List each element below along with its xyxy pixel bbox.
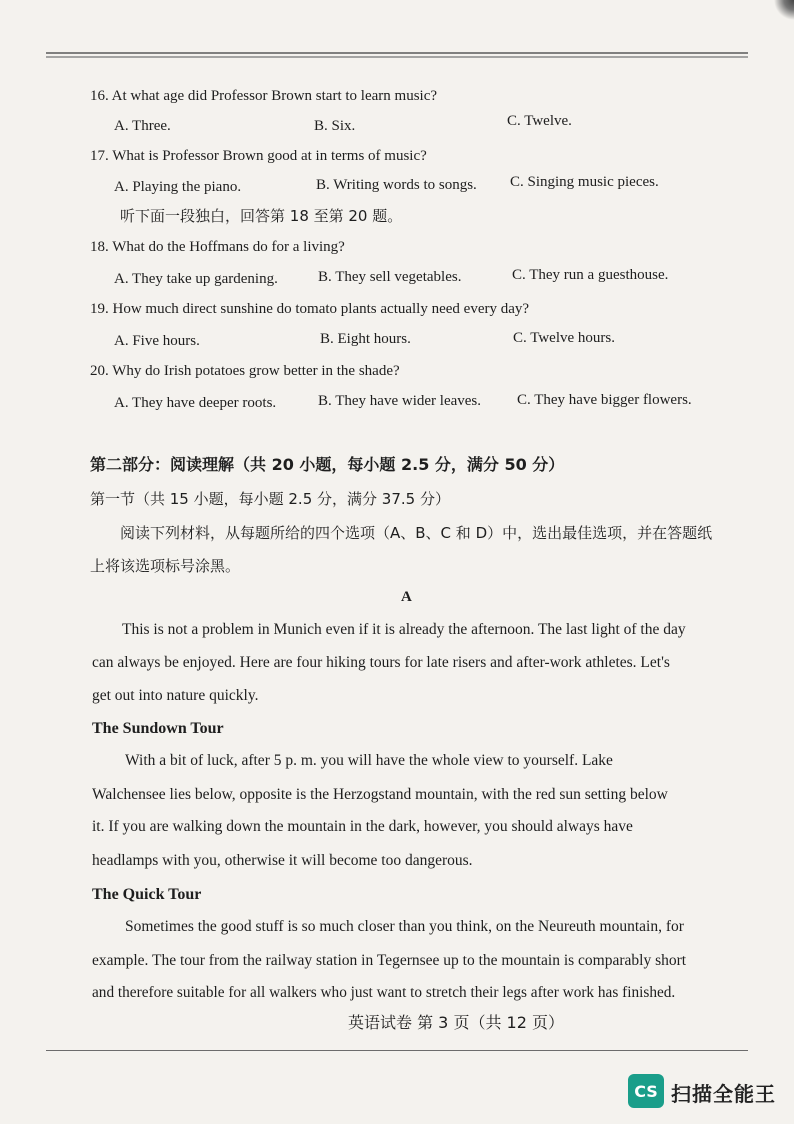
question-19-option-c: C. Twelve hours. — [513, 330, 615, 346]
section1-heading: 第一节（共 15 小题，每小题 2.5 分，满分 37.5 分） — [90, 490, 450, 508]
question-19-stem: 19. How much direct sunshine do tomato plants actually need every day? — [90, 301, 530, 317]
scan-corner-mark — [768, 0, 794, 26]
page-footer: 英语试卷 第 3 页（共 12 页） — [348, 1013, 564, 1032]
question-16-option-b: B. Six. — [314, 118, 356, 134]
question-19-option-a: A. Five hours. — [114, 333, 200, 349]
question-20-stem: 20. Why do Irish potatoes grow better in the shade? — [90, 363, 400, 379]
tour2-title: The Quick Tour — [92, 886, 202, 903]
question-18-option-b: B. They sell vegetables. — [318, 269, 462, 285]
listening-instruction: 听下面一段独白，回答第 18 至第 20 题。 — [120, 207, 403, 225]
camscanner-logo: CS — [628, 1074, 664, 1108]
question-19-option-b: B. Eight hours. — [320, 331, 411, 347]
question-17-option-c: C. Singing music pieces. — [510, 174, 659, 190]
passage-intro-line3: get out into nature quickly. — [92, 687, 259, 704]
tour2-line2: example. The tour from the railway station in Tegernsee up to the mountain is comparably short — [92, 952, 687, 969]
question-20-option-b: B. They have wider leaves. — [318, 393, 482, 409]
question-16-option-c: C. Twelve. — [507, 113, 572, 129]
passage-intro-line1: This is not a problem in Munich even if it is already the afternoon. The last light of the day — [122, 621, 686, 638]
passage-intro-line2: can always be enjoyed. Here are four hiking tours for late risers and after-work athletes. Let's — [92, 654, 670, 671]
tour1-title: The Sundown Tour — [92, 720, 224, 737]
question-17-option-a: A. Playing the piano. — [114, 179, 242, 195]
tour1-line4: headlamps with you, otherwise it will become too dangerous. — [92, 852, 473, 869]
reading-instruction-line1: 阅读下列材料，从每题所给的四个选项（A、B、C 和 D）中，选出最佳选项，并在答题纸 — [120, 524, 713, 542]
tour2-line3: and therefore suitable for all walkers who just want to stretch their legs after work has finished. — [92, 984, 676, 1001]
bottom-rule — [46, 1050, 748, 1051]
question-16-stem: 16. At what age did Professor Brown start to learn music? — [90, 88, 438, 104]
tour1-line3: it. If you are walking down the mountain in the dark, however, you should always have — [92, 818, 633, 835]
tour1-line2: Walchensee lies below, opposite is the Herzogstand mountain, with the red sun setting below — [92, 786, 668, 803]
question-20-option-c: C. They have bigger flowers. — [517, 392, 692, 408]
question-16-option-a: A. Three. — [114, 118, 171, 134]
part2-heading: 第二部分：阅读理解（共 20 小题，每小题 2.5 分，满分 50 分） — [90, 455, 565, 474]
question-20-option-a: A. They have deeper roots. — [114, 395, 277, 411]
tour2-line1: Sometimes the good stuff is so much closer than you think, on the Neureuth mountain, for — [125, 918, 684, 935]
camscanner-name: 扫描全能王 — [671, 1082, 776, 1106]
passage-label: A — [401, 589, 412, 605]
tour1-line1: With a bit of luck, after 5 p. m. you will have the whole view to yourself. Lake — [125, 752, 613, 769]
top-rule — [46, 52, 748, 58]
reading-instruction-line2: 上将该选项标号涂黑。 — [90, 557, 241, 575]
question-18-option-a: A. They take up gardening. — [114, 271, 278, 287]
question-17-option-b: B. Writing words to songs. — [316, 177, 477, 193]
question-18-option-c: C. They run a guesthouse. — [512, 267, 669, 283]
question-17-stem: 17. What is Professor Brown good at in terms of music? — [90, 148, 427, 164]
question-18-stem: 18. What do the Hoffmans do for a living? — [90, 239, 345, 255]
